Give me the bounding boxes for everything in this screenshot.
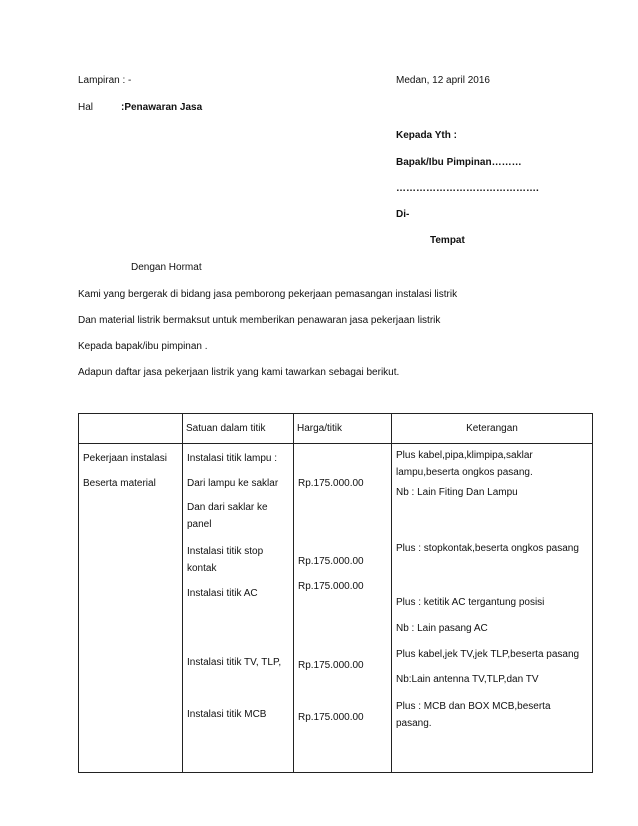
paragraph-3: Kepada bapak/ibu pimpinan . bbox=[78, 341, 208, 352]
col-keterangan bbox=[392, 444, 592, 772]
header-satuan: Satuan dalam titik bbox=[183, 414, 294, 444]
col-harga bbox=[294, 444, 391, 772]
satuan-item: Dari lampu ke saklar bbox=[187, 478, 279, 489]
satuan-item: Instalasi titik stop kontak bbox=[187, 546, 264, 574]
hal-value: :Penawaran Jasa bbox=[121, 102, 203, 113]
harga-value: Rp.175.000.00 bbox=[298, 712, 364, 723]
paragraph-4: Adapun daftar jasa pekerjaan listrik yang kami tawarkan sebagai berikut. bbox=[78, 367, 400, 378]
satuan-item: Instalasi titik MCB bbox=[187, 709, 267, 720]
keterangan-line: Plus kabel,jek TV,jek TLP,beserta pasang bbox=[396, 649, 580, 660]
satuan-item: Instalasi titik lampu : bbox=[187, 453, 278, 464]
harga-value: Rp.175.000.00 bbox=[298, 556, 364, 567]
keterangan-line: Nb:Lain antenna TV,TLP,dan TV bbox=[396, 674, 539, 685]
keterangan-line: Nb : Lain pasang AC bbox=[396, 623, 488, 634]
recipient-line-2: Bapak/Ibu Pimpinan……… bbox=[396, 157, 522, 168]
keterangan-line: Plus : stopkontak,beserta ongkos pasang bbox=[396, 543, 579, 554]
satuan-item: Instalasi titik AC bbox=[187, 588, 258, 599]
pekerjaan-line-2: Beserta material bbox=[83, 478, 156, 489]
date-text: Medan, 12 april 2016 bbox=[396, 75, 490, 86]
recipient-line-3: ……………………………………. bbox=[396, 183, 539, 194]
pekerjaan-line-1: Pekerjaan instalasi bbox=[83, 453, 167, 464]
keterangan-line: Plus : ketitik AC tergantung posisi bbox=[396, 597, 545, 608]
harga-value: Rp.175.000.00 bbox=[298, 660, 364, 671]
hal-label: Hal bbox=[78, 102, 94, 113]
salutation: Dengan Hormat bbox=[131, 262, 202, 273]
table-header-row bbox=[79, 414, 593, 444]
paragraph-2: Dan material listrik bermaksut untuk memberikan penawaran jasa pekerjaan listrik bbox=[78, 315, 441, 326]
header-harga: Harga/titik bbox=[294, 414, 392, 444]
keterangan-line: Plus kabel,pipa,klimpipa,saklar lampu,beserta ongkos pasang. bbox=[396, 450, 533, 478]
header-empty bbox=[79, 414, 183, 444]
satuan-item: Instalasi titik TV, TLP, bbox=[187, 657, 282, 668]
recipient-line-5: Tempat bbox=[430, 235, 465, 246]
harga-value: Rp.175.000.00 bbox=[298, 581, 364, 592]
table-row bbox=[79, 444, 593, 773]
harga-value: Rp.175.000.00 bbox=[298, 478, 364, 489]
col-satuan bbox=[183, 444, 293, 772]
keterangan-line: Plus : MCB dan BOX MCB,beserta pasang. bbox=[396, 701, 551, 729]
recipient-line-4: Di- bbox=[396, 209, 410, 220]
satuan-item: Dan dari saklar ke panel bbox=[187, 502, 268, 530]
recipient-line-1: Kepada Yth : bbox=[396, 130, 457, 141]
keterangan-line: Nb : Lain Fiting Dan Lampu bbox=[396, 487, 518, 498]
price-table bbox=[78, 413, 593, 773]
header-keterangan: Keterangan bbox=[392, 414, 593, 444]
lampiran-text: Lampiran : - bbox=[78, 75, 132, 86]
col-pekerjaan bbox=[79, 444, 182, 772]
paragraph-1: Kami yang bergerak di bidang jasa pemborong pekerjaan pemasangan instalasi listrik bbox=[78, 289, 458, 300]
